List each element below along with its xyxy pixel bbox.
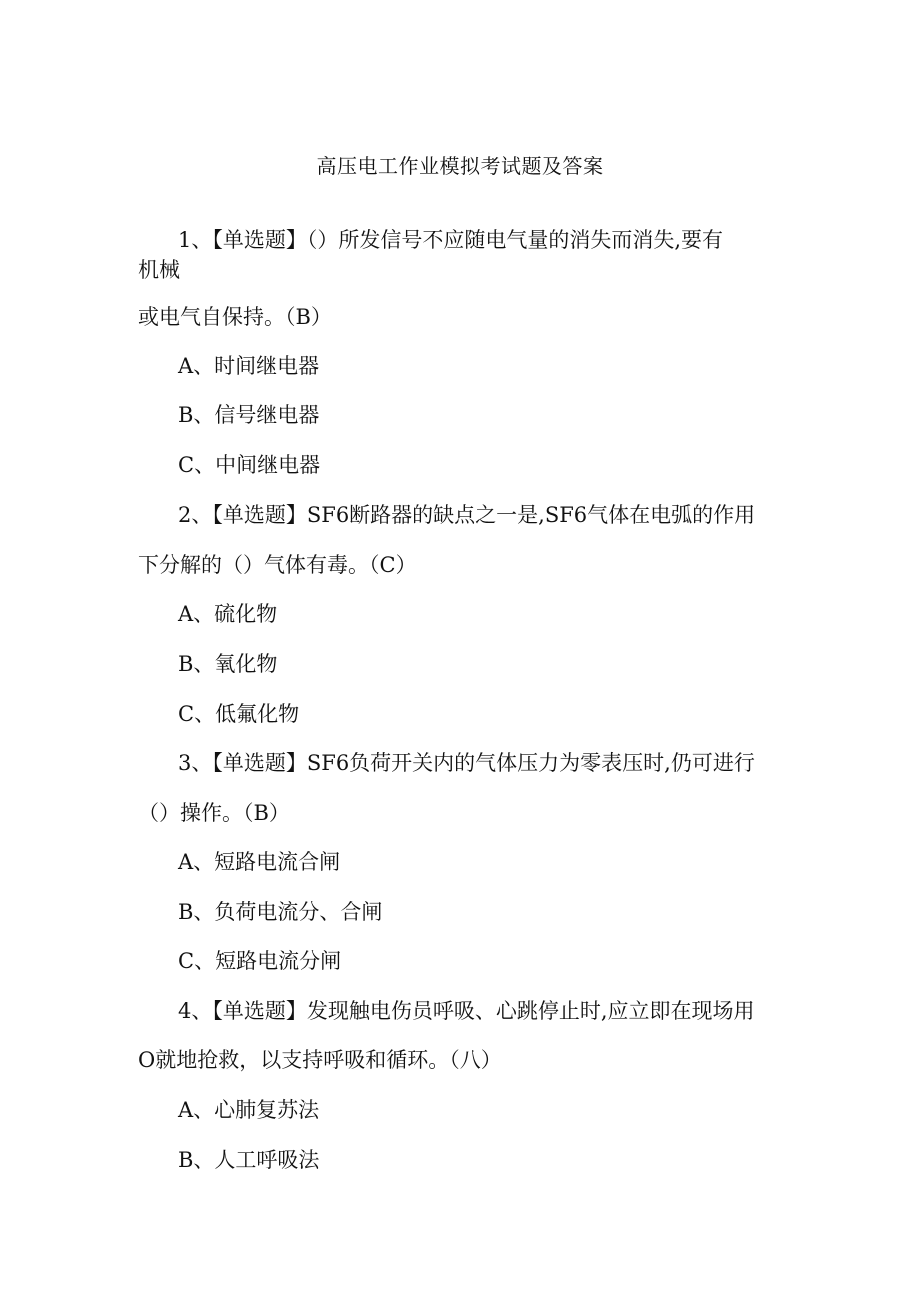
question-1-option-b: B、信号继电器 [178,403,320,427]
question-4-stem-line2: O就地抢救，以支持呼吸和循环。（八） [138,1048,502,1072]
question-1-option-a: A、时间继电器 [178,354,320,378]
question-2-option-a: A、硫化物 [178,602,278,626]
document-title: 高压电工作业模拟考试题及答案 [316,154,604,178]
question-4-option-b: B、人工呼吸法 [178,1148,320,1172]
question-3-option-c: C、短路电流分闸 [178,949,342,973]
question-3-option-b: B、负荷电流分、合闸 [178,900,383,924]
question-3-stem-line2: （）操作。（B） [138,801,290,825]
question-1-option-c: C、中间继电器 [178,453,321,477]
question-4-option-a: A、心肺复苏法 [178,1098,320,1122]
question-2-stem-line2: 下分解的（）气体有毒。（C） [138,553,417,577]
question-2-stem-line1: 2、【单选题】SF6断路器的缺点之一是,SF6气体在电弧的作用 [178,503,756,527]
question-3-stem-line1: 3、【单选题】SF6负荷开关内的气体压力为零表压时,仍可进行 [178,751,755,775]
question-4-stem-line1: 4、【单选题】发现触电伤员呼吸、心跳停止时,应立即在现场用 [178,999,755,1023]
question-2-option-c: C、低氟化物 [178,702,300,726]
question-1-stem-line2: 机械 [138,258,180,282]
question-1-stem-line3: 或电气自保持。（B） [138,305,332,329]
question-1-stem-line1: 1、【单选题】（）所发信号不应随电气量的消失而消失,要有 [178,228,724,252]
question-2-option-b: B、氧化物 [178,652,278,676]
question-3-option-a: A、短路电流合闸 [178,850,341,874]
